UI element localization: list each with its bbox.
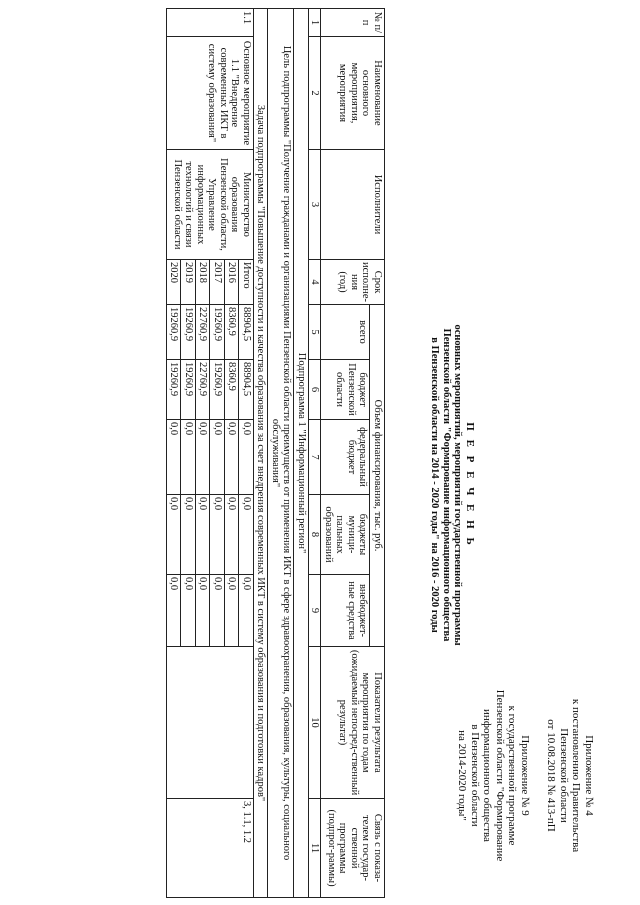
header-term: Срок исполне-ния (год) bbox=[321, 260, 385, 305]
cell-year: 2017 bbox=[210, 260, 225, 305]
cell-regional: 22760,9 bbox=[196, 360, 211, 420]
cell-municipal: 0,0 bbox=[167, 495, 182, 575]
cell-year: 2019 bbox=[181, 260, 196, 305]
header-regional: бюджет Пензенской области bbox=[321, 360, 370, 420]
appendix-line: Приложение № 9 bbox=[519, 735, 531, 816]
measures-table bbox=[166, 8, 385, 898]
subprogram-task: Задача подпрограммы "Повышение доступности и качества образования за счет внедрения современных ИКТ в систему образования и подготовки кадров" bbox=[254, 9, 269, 898]
header-row bbox=[370, 9, 385, 898]
cell-total: 19260,9 bbox=[181, 305, 196, 360]
header-offbudget: внебюджет-ные средства bbox=[321, 575, 370, 647]
header-name: Наименование основного мероприятия, мероприятия bbox=[321, 37, 385, 150]
cell-offbudget: 0,0 bbox=[225, 575, 240, 647]
appendix-line: Пензенской области bbox=[558, 728, 570, 823]
cell-municipal: 0,0 bbox=[196, 495, 211, 575]
appendix-line: Пензенской области "Формирование bbox=[494, 689, 506, 862]
cell-total: 22760,9 bbox=[196, 305, 211, 360]
column-number: 6 bbox=[309, 360, 322, 420]
column-number: 9 bbox=[309, 575, 322, 647]
cell-regional: 19260,9 bbox=[167, 360, 182, 420]
header-indicators: Показатели результата мероприятия по годам (ожидаемый непосред-ственный результат) bbox=[321, 647, 385, 799]
title-line: основных мероприятий, мероприятий государственной программы bbox=[452, 324, 464, 646]
header-total: всего bbox=[321, 305, 370, 360]
cell-federal: 0,0 bbox=[210, 420, 225, 495]
appendix-line: к постановлению Правительства bbox=[570, 698, 583, 853]
cell-year: 2016 bbox=[225, 260, 240, 305]
appendix-line: от 10.08.2018 № 413-пП bbox=[545, 719, 558, 832]
header-link: Связь с показа-телем государ-ственной программы (подпрог-раммы) bbox=[321, 799, 385, 898]
cell-federal: 0,0 bbox=[196, 420, 211, 495]
column-numbers-row bbox=[309, 9, 322, 898]
header-executor: Исполнители bbox=[321, 150, 385, 260]
column-number: 5 bbox=[309, 305, 322, 360]
cell-offbudget: 0,0 bbox=[196, 575, 211, 647]
appendix-line: информационного общества bbox=[481, 709, 494, 842]
cell-federal: 0,0 bbox=[181, 420, 196, 495]
cell-offbudget: 0,0 bbox=[210, 575, 225, 647]
header-municipal: бюджеты муници-пальных образований bbox=[321, 495, 370, 575]
cell-municipal: 0,0 bbox=[181, 495, 196, 575]
column-number: 10 bbox=[309, 647, 322, 799]
subprogram-row bbox=[294, 9, 309, 898]
column-number: 2 bbox=[309, 37, 322, 150]
header-federal: федеральный бюджет bbox=[321, 420, 370, 495]
cell-municipal: 0,0 bbox=[225, 495, 240, 575]
cell-total: 88904,5 bbox=[239, 305, 254, 360]
appendix-line: на 2014-2020 годы" bbox=[456, 730, 469, 821]
cell-total: 19260,9 bbox=[167, 305, 182, 360]
title-line: Пензенской области "Формирование информационного общества bbox=[441, 328, 452, 642]
appendix-line: к государственной программе bbox=[506, 705, 519, 846]
cell-offbudget: 0,0 bbox=[239, 575, 254, 647]
column-number: 8 bbox=[309, 495, 322, 575]
item-indicators bbox=[167, 647, 254, 799]
table-row bbox=[239, 9, 254, 898]
cell-municipal: 0,0 bbox=[210, 495, 225, 575]
appendix-line: Приложение № 4 bbox=[583, 735, 595, 816]
cell-federal: 0,0 bbox=[239, 420, 254, 495]
subprogram-goal: Цель подпрограммы "Получение гражданами и организациями Пензенской области преимуществ от применения ИКТ в сфере здравоохранения, образования, культуры, социального обслуживания" bbox=[268, 9, 294, 898]
appendix-line: в Пензенской области bbox=[469, 724, 481, 827]
cell-year: Итого bbox=[239, 260, 254, 305]
cell-offbudget: 0,0 bbox=[181, 575, 196, 647]
cell-total: 8360,9 bbox=[225, 305, 240, 360]
cell-total: 19260,9 bbox=[210, 305, 225, 360]
appendix-header bbox=[456, 668, 595, 883]
cell-offbudget: 0,0 bbox=[167, 575, 182, 647]
goal-row bbox=[268, 9, 294, 898]
cell-regional: 19260,9 bbox=[210, 360, 225, 420]
column-number: 4 bbox=[309, 260, 322, 305]
item-executor: Министерство образования Пензенской области, Управление информационных технологий и связи Пензенской области bbox=[167, 150, 254, 260]
cell-regional: 19260,9 bbox=[181, 360, 196, 420]
item-num: 1.1 bbox=[167, 9, 254, 37]
cell-federal: 0,0 bbox=[167, 420, 182, 495]
header-funding: Объем финансирования, тыс. руб. bbox=[370, 305, 385, 647]
cell-municipal: 0,0 bbox=[239, 495, 254, 575]
cell-federal: 0,0 bbox=[225, 420, 240, 495]
column-number: 1 bbox=[309, 9, 322, 37]
document-title bbox=[429, 140, 475, 830]
cell-regional: 8360,9 bbox=[225, 360, 240, 420]
subprogram-title: Подпрограмма 1 "Информационный регион" bbox=[294, 9, 309, 898]
cell-year: 2020 bbox=[167, 260, 182, 305]
header-num: № п/п bbox=[321, 9, 385, 37]
item-name: Основное мероприятие 1.1 "Внедрение современных ИКТ в систему образования" bbox=[167, 37, 254, 150]
title-line: в Пензенской области на 2014 - 2020 годы" на 2016 - 2020 годы bbox=[429, 337, 441, 633]
title-main: П Е Р Е Ч Е Н Ь bbox=[464, 422, 476, 548]
column-number: 3 bbox=[309, 150, 322, 260]
task-row bbox=[254, 9, 269, 898]
column-number: 7 bbox=[309, 420, 322, 495]
cell-year: 2018 bbox=[196, 260, 211, 305]
column-number: 11 bbox=[309, 799, 322, 898]
cell-regional: 88904,5 bbox=[239, 360, 254, 420]
item-link: 3, 1.1, 1.2 bbox=[167, 799, 254, 898]
